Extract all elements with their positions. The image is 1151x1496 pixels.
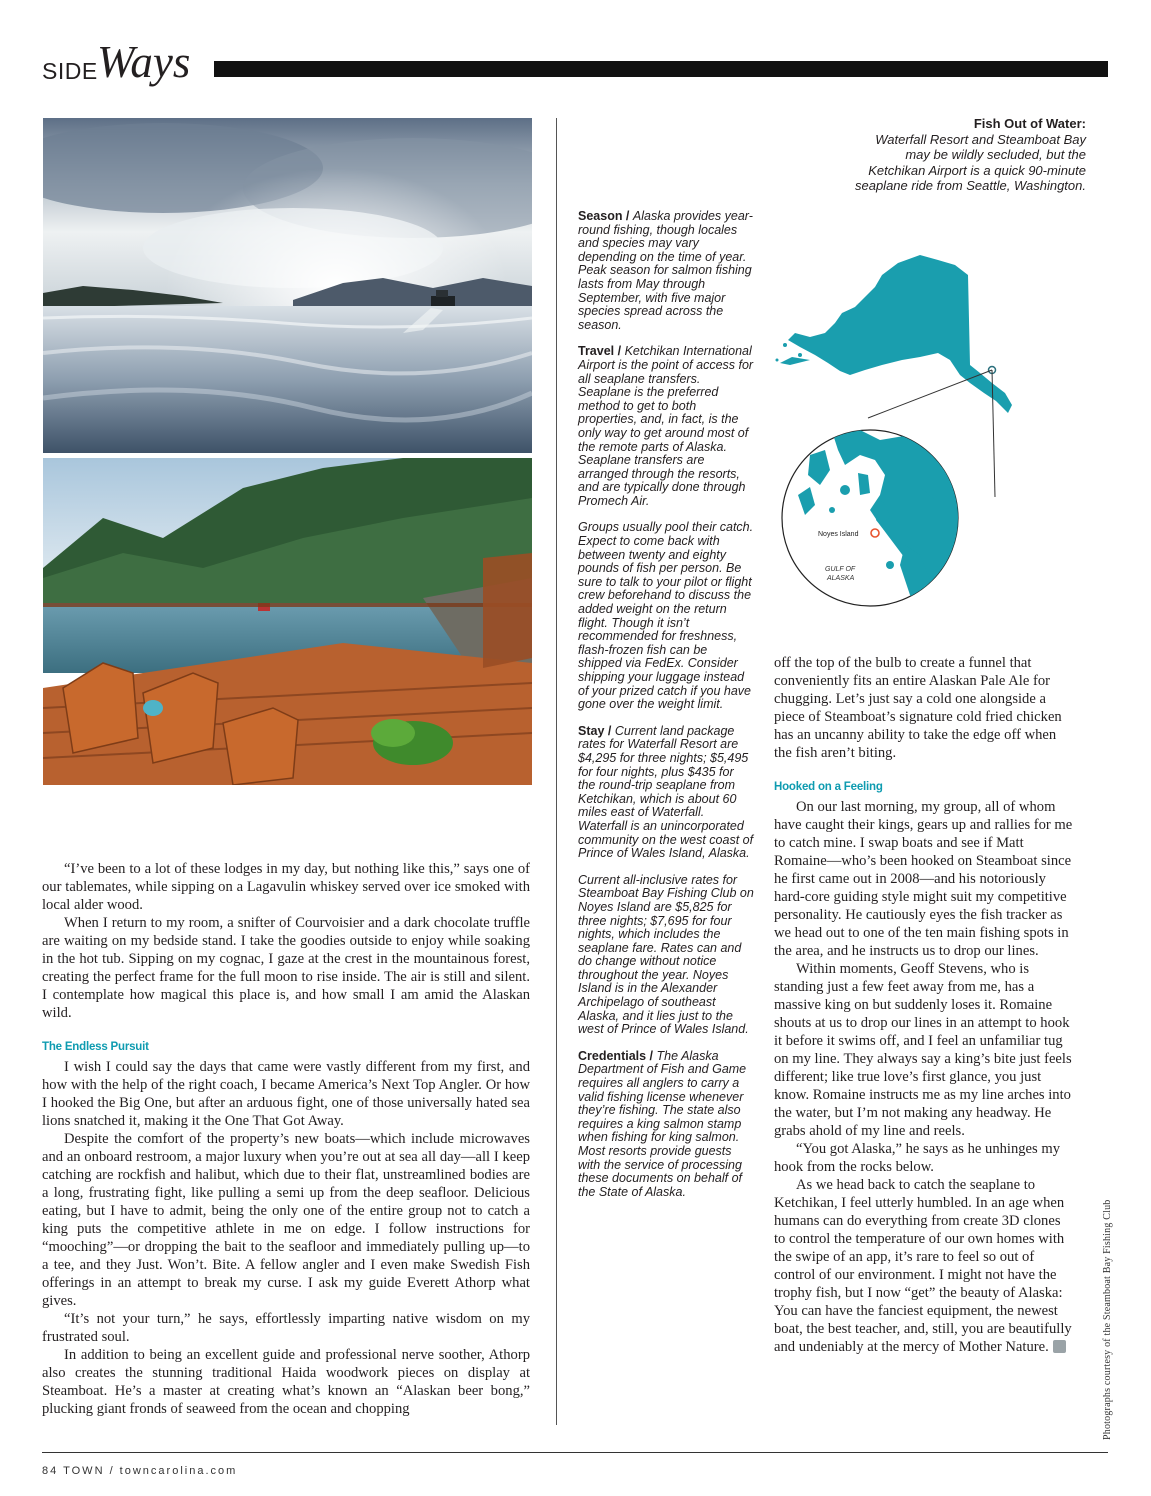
subhead-endless-pursuit: The Endless Pursuit <box>42 1041 149 1053</box>
section-label-ways: Ways <box>97 37 191 87</box>
alaska-landmass <box>788 255 1012 413</box>
paragraph: Despite the comfort of the property’s new boats—which include microwaves and an onboard restroom, a major luxury when you’re out at sea all day—all I keep catching are rockfish and halibut, which due to their flat, unstreamlined bodies are a long, frustrating fight, like pulling a semi up from the deep seafloor. Delicious eating, but I have to admit, being the only one of the entire group not to catch a king puts the competitive athlete in me on edge. I follow instructions for “mooching”—or dropping the bait to the seafloor and immediately pulling up—to a tee, and they Just. Won’t. Bite. A fellow angler and I even make Swedish Fish offerings in an attempt to break my curse. I ask my guide Everett Athorp what gives. <box>42 1131 530 1309</box>
sidebar-facts <box>578 210 754 1212</box>
footer-rule <box>42 1452 1108 1453</box>
article-column-left <box>42 860 530 1418</box>
subhead-hooked-on-a-feeling: Hooked on a Feeling <box>774 781 883 793</box>
footer <box>42 1465 237 1477</box>
map-caption <box>850 116 1086 194</box>
sidebar-entry-travel: Travel / Ketchikan International Airport is the point of access for all seaplane transfers. Seaplane is the preferred method to get to both properties, and, in fact, is the only way to get around most of the remote parts of Alaska. Seaplane transfers are arranged through the resorts, and are typically done through Promech Air. <box>578 344 754 508</box>
paragraph: “It’s not your turn,” he says, effortlessly imparting native wisdom on my frustrated soul. <box>42 1311 530 1345</box>
photo-credit: Photographs courtesy of the Steamboat Bay Fishing Club <box>1102 1199 1113 1440</box>
paragraph: Within moments, Geoff Stevens, who is standing just a few feet away from me, has a massive king on but suddenly loses it. Romaine shouts at us to drop our lines in an attempt to hook it before it swims off, and I feel an unfamiliar tug on my line. They always say a king’s bite just feels different; like true love’s first glance, you just know. Romaine instructs me as my line arches into the water, but I’m not making any headway. He grabs ahold of my line and reels. <box>774 961 1072 1139</box>
map-caption-text: Waterfall Resort and Steamboat Bay may be wildly secluded, but the Ketchikan Airport is a quick 90-minute seaplane ride from Seattle, Washington. <box>854 131 1086 193</box>
sidebar-entry-stay: Stay / Current land package rates for Waterfall Resort are $4,295 for three nights; $5,495 for four nights, plus $435 for the round-trip seaplane from Ketchikan, which is about 60 miles east of Waterfall. Waterfall is an unincorporated community on the west coast of Prince of Wales Island, Alaska. <box>578 723 754 861</box>
map-caption-title: Fish Out of Water: <box>973 116 1086 131</box>
map-label-gulf-2: ALASKA <box>827 575 855 582</box>
paragraph: In addition to being an excellent guide and professional nerve soother, Athorp also creates the stunning traditional Haida woodwork pieces on display at Steamboat. He’s a master at creating what’s known an “Alaskan beer bong,” plucking giant fronds of seaweed from the ocean and chopping <box>42 1347 530 1417</box>
alaska-map <box>770 225 1070 625</box>
paragraph: On our last morning, my group, all of whom have caught their kings, gears up and rallies for me to catch mine. I swap boats and see if Matt Romaine—who’s been hooked on Steamboat since he first came out in 2008—and his notoriously hard-core guiding style might suit my competitive personality. He cautiously eyes the fish tracker as we head out to one of the ten main fishing spots in the area, and he instructs us to drop our lines. <box>774 799 1073 959</box>
paragraph: As we head back to catch the seaplane to Ketchikan, I feel utterly humbled. In an age when humans can do everything from create 3D clones to control the temperature of our own homes with the swipe of an app, it’s rare to feel so out of control of our environment. I might not have the trophy fish, but I now “get” the beauty of Alaska: You can have the fanciest equipment, the newest boat, the best teacher, and, still, you are beautifully and undeniably at the mercy of Mother Nature. <box>774 1177 1072 1355</box>
page-number: 84 <box>42 1465 59 1477</box>
paragraph: “I’ve been to a lot of these lodges in my day, but nothing like this,” says one of our tablemates, while sipping on a Lagavulin whiskey served over ice smoked with local alder wood. <box>42 861 530 913</box>
sidebar-entry-rates: Current all-inclusive rates for Steamboat Bay Fishing Club on Noyes Island are $5,825 for three nights; $7,695 for four nights, which includes the seaplane fare. Rates can and do change without notice throughout the year. Noyes Island is in the Alexander Archipelago of southeast Alaska, and it lies just to the west of Prince of Wales Island. <box>578 872 754 1037</box>
article-column-right <box>774 654 1074 1356</box>
publication-name: TOWN / towncarolina.com <box>63 1465 238 1477</box>
section-label-side: SIDE <box>42 58 98 84</box>
sidebar-entry-season: Season / Alaska provides year-round fishing, though locales and species may vary depending on the time of year. Peak season for salmon fishing lasts from May through September, with five major species spread across the season. <box>578 209 753 332</box>
sidebar-entry-credentials: Credentials / The Alaska Department of Fish and Game requires all anglers to carry a valid fishing license whenever they’re fishing. The state also requires a king salmon stamp when fishing for king salmon. Most resorts provide guests with the service of processing these documents on behalf of the State of Alaska. <box>578 1048 747 1199</box>
map-label-noyes-island: Noyes Island <box>818 531 859 538</box>
paragraph: “You got Alaska,” he says as he unhinges my hook from the rocks below. <box>774 1141 1061 1175</box>
paragraph: off the top of the bulb to create a funnel that conveniently fits an entire Alaskan Pale Ale for chugging. Let’s just say a cold one alongside a piece of Steamboat’s signature cold fried chicken has an uncanny ability to take the edge off when the fish aren’t biting. <box>774 655 1062 761</box>
paragraph: When I return to my room, a snifter of Courvoisier and a dark chocolate truffle are waiting on my bedside stand. I take the goodies outside to enjoy while soaking in the hot tub. Sipping on my cognac, I gaze at the crest in the mountainous forest, creating the perfect frame for the full moon to rise inside. The air is still and silent. I contemplate how magical this place is, and how small I am amid the Alaskan wild. <box>42 915 530 1021</box>
header-bar <box>214 61 1108 77</box>
paragraph: I wish I could say the days that came were vastly different from my first, and how with the help of the right coach, I became America’s Next Top Angler. Or how I hooked the Big One, but after an arduous fight, one of those universally hated sea lions snatched it, making it the One That Got Away. <box>42 1059 530 1129</box>
photo-deck-chairs <box>43 458 532 785</box>
column-rule <box>556 118 557 1425</box>
sidebar-entry-catch: Groups usually pool their catch. Expect to come back with between twenty and eighty pounds of fish per person. Be sure to talk to your pilot or flight crew beforehand to discuss the added weight on the return flight. Though it isn’t recommended for freshness, flash-frozen fish can be shipped via FedEx. Consider shipping your luggage instead of your prized catch if you have gone over the weight limit. <box>578 520 754 712</box>
end-of-article-mark <box>1053 1340 1066 1353</box>
map-label-gulf-1: GULF OF <box>825 566 856 573</box>
photo-lake-boat <box>43 118 532 453</box>
